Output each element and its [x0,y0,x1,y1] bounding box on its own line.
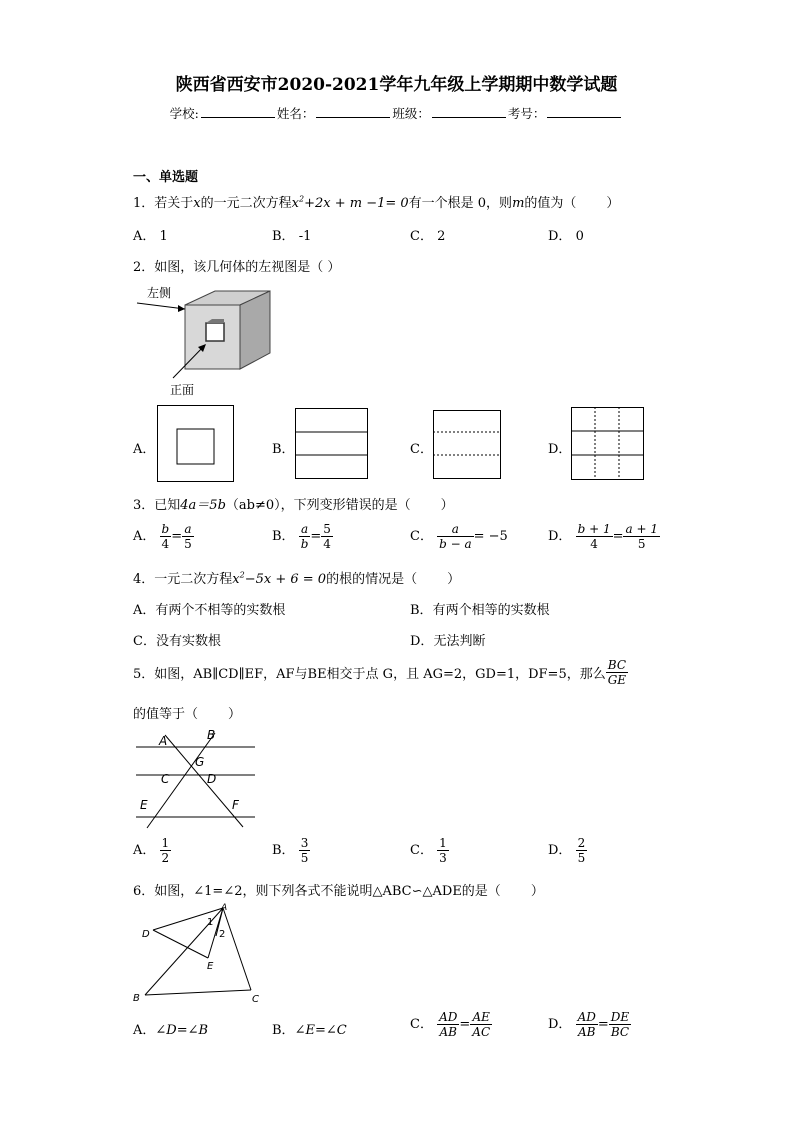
q6-option-c[interactable]: C． $\frac{AD}{AB}$ = $\frac{AE}{AC}$ [410,1010,491,1039]
q2-left-label: 左侧 [147,286,172,300]
q6-option-b[interactable]: B．∠E=∠C [272,1023,347,1038]
question-5-cont: 的值等于（ ） [133,707,242,722]
q2-option-a-figure[interactable] [157,405,235,483]
svg-text:D: D [207,772,217,786]
q4-option-b[interactable]: B．有两个相等的实数根 [410,603,550,618]
school-blank[interactable] [201,106,275,118]
q5-parallel-lines-figure [133,727,258,830]
q1-option-c[interactable]: C． 2 [410,229,446,244]
q2-option-c-label[interactable]: C． [410,442,433,457]
q4-option-d[interactable]: D．无法判断 [410,634,486,649]
class-label: 班级： [392,106,430,121]
svg-text:2: 2 [219,929,226,940]
q1-m: m [512,196,525,211]
section-heading: 一、单选题 [133,170,199,185]
svg-text:B: B [207,728,216,742]
q2-front-label: 正面 [170,383,195,397]
q5-option-b[interactable]: B． $\frac{3}{5}$ [272,836,309,865]
question-6: 6．如图，∠1=∠2，则下列各式不能说明△ABC∽△ADE的是（ ） [133,884,544,899]
q3-option-d[interactable]: D． $\frac{b + 1}{4}$ = $\frac{a + 1}{5}$ [548,522,658,551]
question-2: 2．如图，该几何体的左视图是（ ） [133,260,341,275]
svg-text:A: A [159,734,168,748]
q3-option-a[interactable]: A． $\frac{b}{4}$ = $\frac{a}{5}$ [133,522,192,551]
q1-x: x [193,196,201,211]
svg-text:F: F [232,798,239,812]
q2-solid-figure [135,283,280,398]
class-blank[interactable] [432,106,506,118]
name-label: 姓名： [276,106,315,121]
number-blank[interactable] [547,106,621,118]
q3-option-c[interactable]: C． $\frac{a}{b - a}$ = −5 [410,522,508,551]
q1-option-a[interactable]: A． 1 [133,229,168,244]
question-3: 3．已知4a＝5b（ab≠0），下列变形错误的是（ ） [133,498,454,513]
q1-option-d[interactable]: D． 0 [548,229,584,244]
q2-option-d-label[interactable]: D． [548,442,572,457]
svg-text:E: E [140,798,148,812]
q1-num: 1．若关于 [133,196,194,211]
question-4: 4．一元二次方程$x^2-5x + 6 = 0$的根的情况是（ ） [133,570,461,587]
q6-option-a[interactable]: A．∠D=∠B [133,1023,209,1038]
school-label: 学校: [169,106,199,121]
q5-option-c[interactable]: C． $\frac{1}{3}$ [410,836,447,865]
q1-close: ） [606,196,620,211]
svg-text:G: G [195,755,205,769]
q6-option-d[interactable]: D． $\frac{AD}{AB}$ = $\frac{DE}{BC}$ [548,1010,630,1039]
q2-option-b-label[interactable]: B． [272,442,295,457]
q2-option-c-figure[interactable] [433,410,502,480]
q5-option-d[interactable]: D． $\frac{2}{5}$ [548,836,586,865]
svg-text:E: E [207,961,214,972]
q6-triangle-figure [133,900,268,1008]
svg-text:D: D [142,929,150,940]
q1-mid: 的一元二次方程 [200,196,292,211]
q1-tail2: 的值为（ [524,196,577,211]
svg-text:C: C [161,772,170,786]
q1-option-b[interactable]: B． -1 [272,229,312,244]
question-5: 5．如图，AB∥CD∥EF，AF与BE相交于点 G，且 AG=2，GD=1，DF=5，那么 $\frac{BC}{GE}$ [133,658,627,687]
question-1 [133,192,619,211]
q4-option-c[interactable]: C．没有实数根 [133,634,221,649]
number-label: 考号： [507,106,546,121]
q3-option-b[interactable]: B． $\frac{a}{b}$ = $\frac{5}{4}$ [272,522,331,551]
q2-option-d-figure[interactable] [571,407,645,481]
q1-eq: $x^2$ [291,194,305,211]
svg-text:A: A [221,903,228,913]
student-info-line [0,104,793,122]
svg-text:C: C [252,994,259,1005]
page-title: 陕西省西安市2020-2021学年九年级上学期期中数学试题 [175,75,618,95]
q5-option-a[interactable]: A． $\frac{1}{2}$ [133,836,170,865]
svg-text:B: B [133,993,140,1004]
q1-tail: 有一个根是 0，则 [408,196,513,211]
name-blank[interactable] [316,106,390,118]
q2-option-a-label[interactable]: A． [133,442,156,457]
svg-text:1: 1 [207,917,214,928]
q1-eq-rest: +2x + m −1= 0 [304,196,409,211]
q4-option-a[interactable]: A．有两个不相等的实数根 [133,603,286,618]
q2-option-b-figure[interactable] [295,408,369,480]
